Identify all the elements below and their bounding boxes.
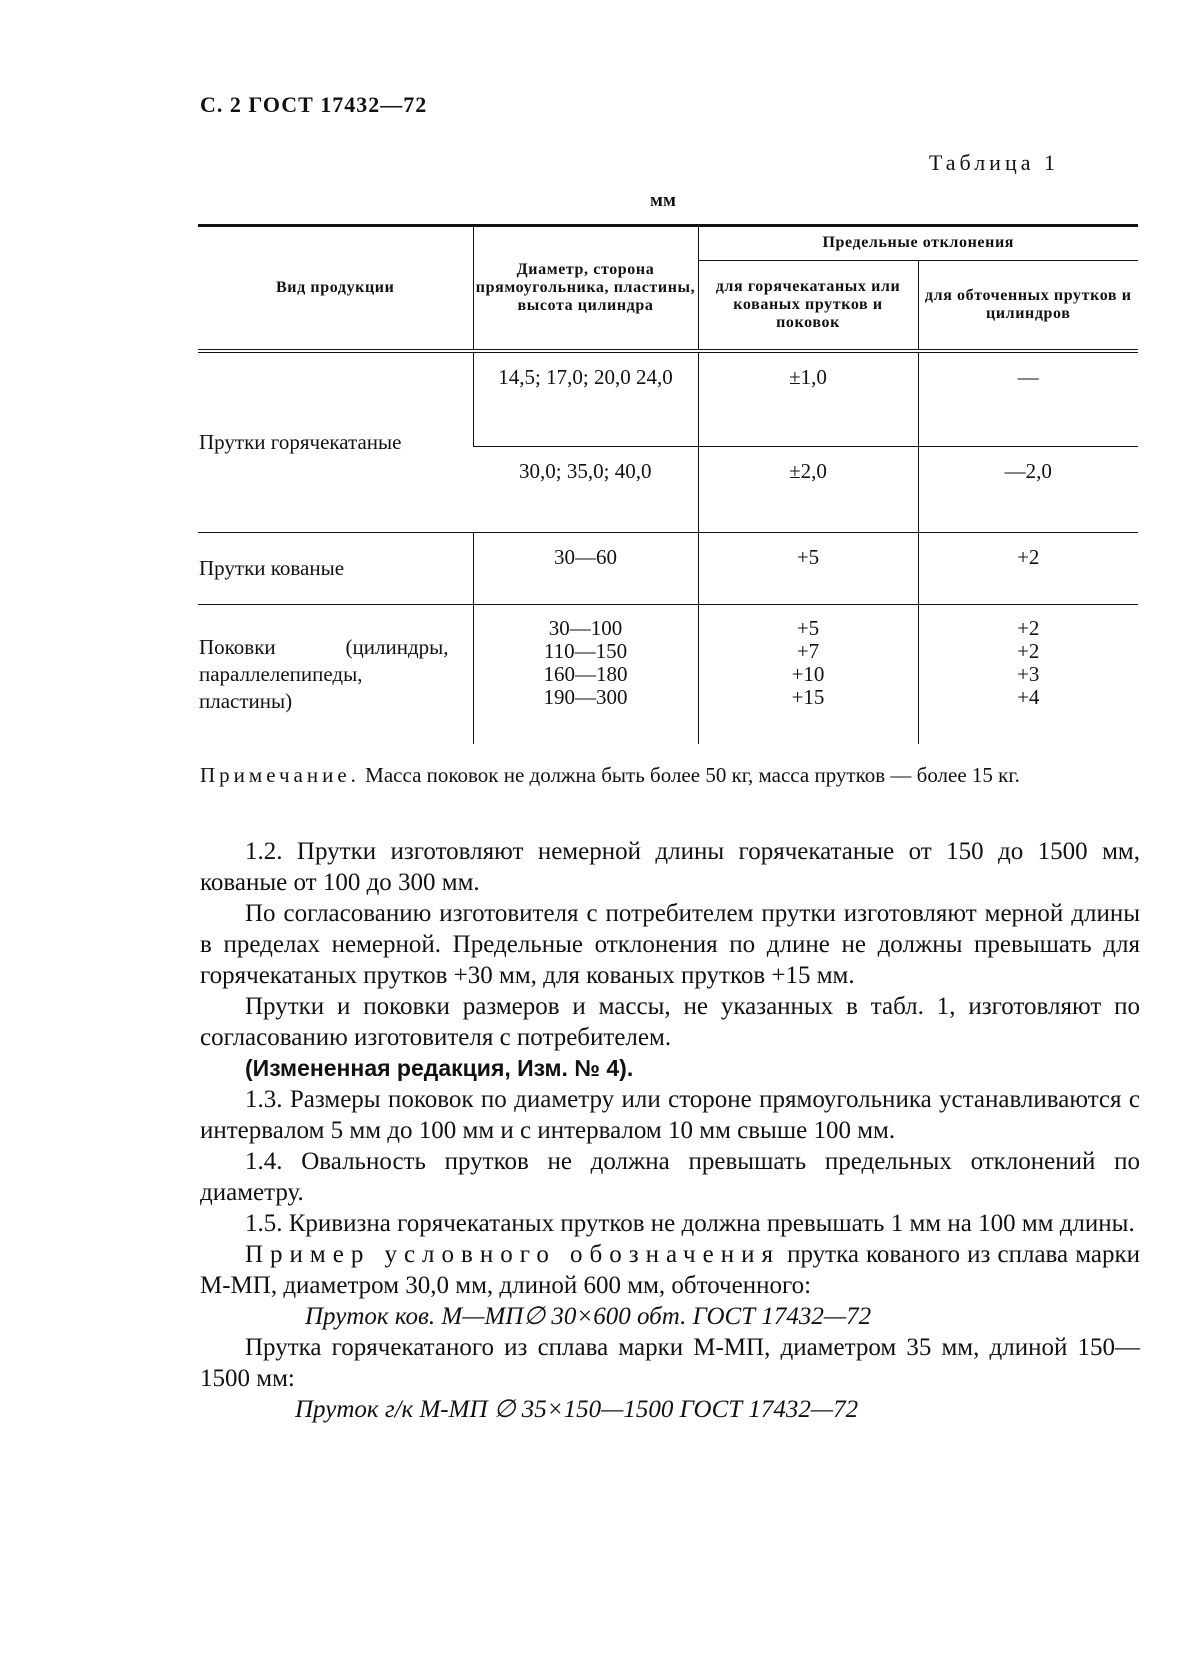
paragraph: Прутка горячекатаного из сплава марки М-МП, диаметром 35 мм, длиной 150—1500 мм: (200, 1334, 1140, 1392)
cell-value: +5 (796, 616, 820, 640)
paragraph: 1.5. Кривизна горячекатаных прутков не должна превышать 1 мм на 100 мм длины. (245, 1210, 1135, 1237)
col-header-hot: для горячекатаных или кованых прутков и поковок (698, 260, 918, 351)
col-header-diameter: Диаметр, сторона прямоугольника, пластины, высота цилиндра (473, 226, 698, 352)
designation-example: Пруток ков. М—МП∅ 30×600 обт. ГОСТ 17432—72 (305, 1303, 872, 1330)
cell-diameter-list (473, 605, 698, 745)
cell-diameter: 30,0; 35,0; 40,0 (473, 447, 698, 533)
cell-hot-list (698, 605, 918, 745)
cell-value: +10 (791, 662, 825, 686)
paragraph: 1.3. Размеры поковок по диаметру или стороне прямоугольника устанавливаются с интервалом 5 мм до 100 мм и с интервалом 10 мм свыше 100 мм. (200, 1086, 1140, 1144)
example-lead: Пример условного обозначения (245, 1241, 780, 1268)
cell-hot: ±2,0 (698, 447, 918, 533)
cell-value: +7 (796, 639, 820, 663)
paragraph: Прутки и поковки размеров и массы, не указанных в табл. 1, изготовляют по согласованию изготовителя с потребителем. (200, 993, 1140, 1051)
cell-product: Прутки горячекатаные (199, 429, 402, 454)
col-header-deviations: Предельные отклонения (698, 226, 1138, 261)
cell-value: +3 (1017, 662, 1040, 686)
cell-hot: ±1,0 (698, 351, 918, 447)
cell-turned: — (918, 351, 1138, 447)
cell-value: +2 (1017, 639, 1040, 663)
cell-value: 110—150 (543, 639, 628, 663)
cell-value: +15 (791, 685, 825, 709)
tolerance-table (198, 224, 1138, 744)
table-note (200, 760, 1140, 790)
example-text: прутка кованого из сплава марки М-МП, диаметром 30,0 мм, длиной 600 мм, обточенного: (200, 1241, 1140, 1299)
cell-diameter: 30—60 (473, 533, 698, 605)
cell-hot: +5 (698, 533, 918, 605)
cell-value: 190—300 (543, 685, 628, 709)
cell-value: 30—100 (548, 616, 623, 640)
note-text: Масса поковок не должна быть более 50 кг, масса прутков — более 15 кг. (365, 763, 1020, 787)
paragraph: 1.4. Овальность прутков не должна превышать предельных отклонений по диаметру. (200, 1148, 1140, 1206)
cell-product: Поковки (цилиндры, параллелепипеды, пластины) (198, 605, 473, 745)
cell-diameter: 14,5; 17,0; 20,0 24,0 (473, 351, 698, 447)
paragraph (200, 1239, 1140, 1301)
paragraph: По согласованию изготовителя с потребителем прутки изготовляют мерной длины в пределах немерной. Предельные отклонения по длине не должны превышать для горячекатаных прутков +30 мм, для кованых прутков +15 мм. (200, 900, 1140, 989)
table-row (198, 533, 1138, 605)
cell-value: +4 (1017, 685, 1040, 709)
cell-turned: —2,0 (918, 447, 1138, 533)
cell-turned: +2 (918, 533, 1138, 605)
cell-product: Прутки кованые (198, 533, 473, 605)
cell-value: 160—180 (543, 662, 628, 686)
col-header-product: Вид продукции (198, 226, 473, 352)
paragraph: 1.2. Прутки изготовляют немерной длины горячекатаные от 150 до 1500 мм, кованые от 100 до 300 мм. (200, 838, 1140, 896)
amendment-note: (Измененная редакция, Изм. № 4). (245, 1055, 634, 1081)
designation-example: Пруток г/к М-МП ∅ 35×150—1500 ГОСТ 17432—72 (295, 1396, 859, 1423)
col-header-turned: для обточенных прутков и цилиндров (918, 260, 1138, 351)
page-header: С. 2 ГОСТ 17432—72 (200, 92, 428, 117)
note-lead: Примечание. (200, 763, 360, 787)
table-caption: Таблица 1 (928, 150, 1059, 175)
unit-label: мм (650, 190, 676, 211)
cell-value: +2 (1017, 616, 1040, 640)
table-row (198, 351, 1138, 447)
cell-turned-list (918, 605, 1138, 745)
body-text (200, 836, 1140, 1425)
table-row (198, 605, 1138, 745)
